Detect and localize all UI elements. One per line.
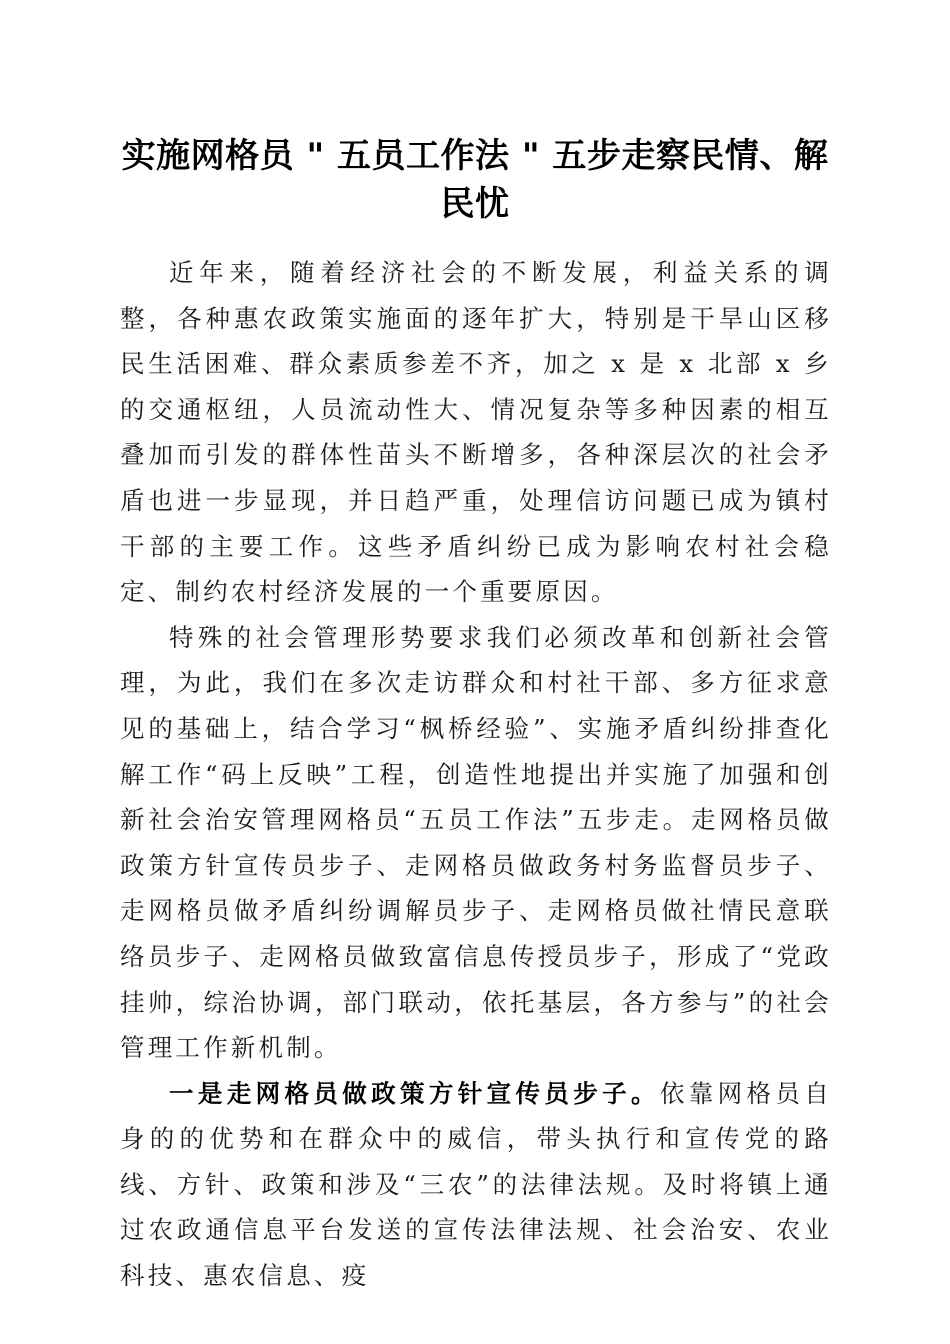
document-body: [120, 250, 832, 1299]
paragraph-text: 特殊的社会管理形势要求我们必须改革和创新社会管理，为此，我们在多次走访群众和村社干部、多方征求意见的基础上，结合学习“枫桥经验”、实施矛盾纠纷排查化解工作“码上反映”工程，创造性地提出并实施了加强和创新社会治安管理网格员“五员工作法”五步走。走网格员做政策方针宣传员步子、走网格员做政务村务监督员步子、走网格员做矛盾纠纷调解员步子、走网格员做社情民意联络员步子、走网格员做致富信息传授员步子，形成了“党政挂帅，综治协调，部门联动，依托基层，各方参与”的社会管理工作新机制。: [120, 622, 832, 1063]
paragraph-intro: [120, 250, 832, 615]
paragraph-lead: 一是走网格员做政策方针宣传员步子。: [169, 1078, 660, 1108]
paragraph-step-one: [120, 1071, 832, 1299]
paragraph-text: 依靠网格员自身的的优势和在群众中的威信，带头执行和宣传党的路线、方针、政策和涉及“三农”的法律法规。及时将镇上通过农政通信息平台发送的宣传法律法规、社会治安、农业科技、惠农信息、疫: [120, 1078, 832, 1291]
paragraph-text: 近年来，随着经济社会的不断发展，利益关系的调整，各种惠农政策实施面的逐年扩大，特别是干旱山区移民生活困难、群众素质参差不齐，加之 x 是 x 北部 x 乡的交通枢纽，人员流动性大、情况复杂等多种因素的相互叠加而引发的群体性苗头不断增多，各种深层次的社会矛盾也进一步显现，并日趋严重，处理信访问题已成为镇村干部的主要工作。这些矛盾纠纷已成为影响农村社会稳定、制约农村经济发展的一个重要原因。: [120, 258, 832, 607]
paragraph-method: [120, 615, 832, 1071]
document-title: 实施网格员 " 五员工作法 " 五步走察民情、解民忧: [121, 136, 829, 224]
